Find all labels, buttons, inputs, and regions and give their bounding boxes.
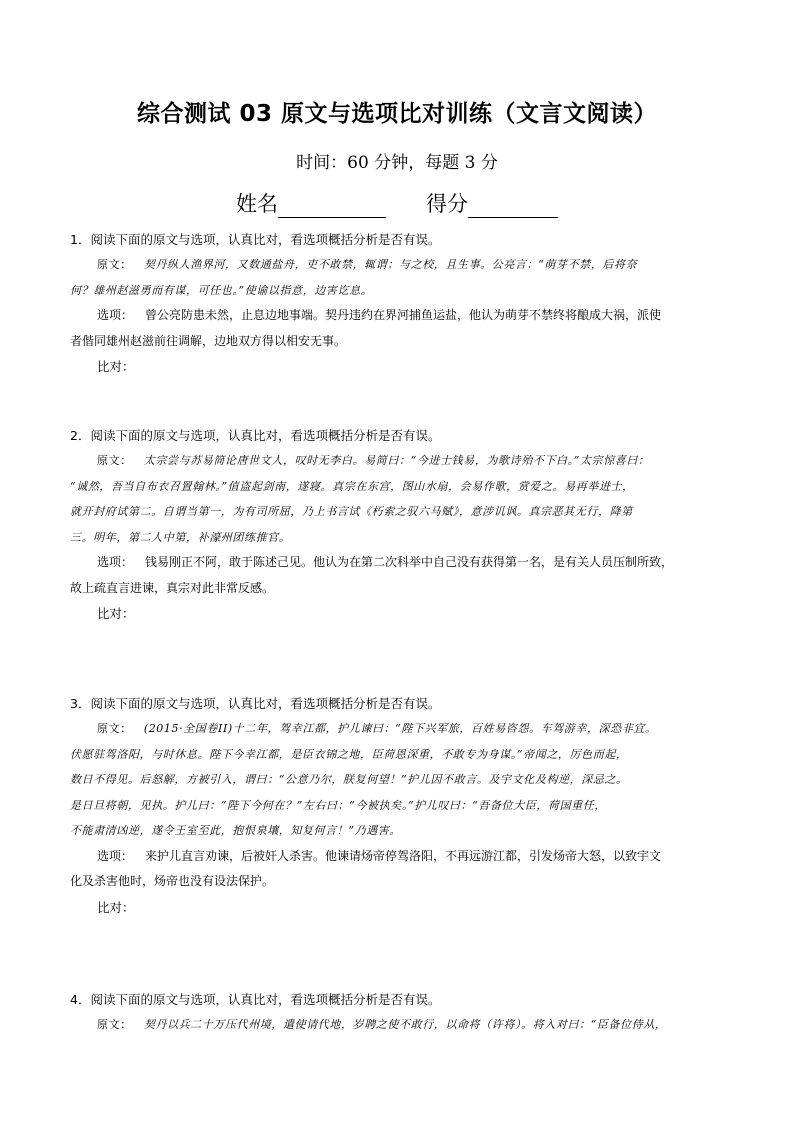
compare-field[interactable]: 比对： xyxy=(97,606,135,621)
question-1 xyxy=(70,228,730,380)
option-label: 选项： xyxy=(97,848,134,863)
original-label: 原文： xyxy=(97,454,132,467)
question-prompt: 1．阅读下面的原文与选项，认真比对，看选项概括分析是否有误。 xyxy=(70,232,441,247)
option-text: 选项： 曾公亮防患未然，止息边地事端。契丹违约在界河捕鱼运盐，他认为萌芽不禁终将酿成大祸，派使 者偕同雄州赵滋前往调解，边地双方得以相安无事。 xyxy=(70,308,662,348)
time-info: 时间：60 分钟，每题 3 分 xyxy=(296,153,498,173)
original-label: 原文： xyxy=(97,258,132,271)
question-prompt: 4．阅读下面的原文与选项，认真比对，看选项概括分析是否有误。 xyxy=(70,992,441,1007)
name-blank[interactable] xyxy=(278,195,386,218)
original-text: 原文： 太宗尝与苏易简论唐世文人，叹时无李白。易简曰：“今进士钱易，为歌诗殆不下白。”太宗惊喜曰： “诚然，吾当自布衣召置翰林。”值盗起剑南，遂寝。真宗在东宫，图山水扇，会易作歌，赏爱之。易再举进士， 就开封府试第二。自谓当第一，为有司所屈，乃上书言试《朽索之驭六马赋》，意涉讥讽。真宗恶其无行，降第 三。明年，第二人中第，补濠州团练推官。 xyxy=(70,454,650,544)
option-text: 选项： 来护儿直言劝谏，后被奸人杀害。他谏请炀帝停驾洛阳，不再远游江都，引发炀帝大怒，以致宇文 化及杀害他时，炀帝也没有设法保护。 xyxy=(70,848,662,888)
question-4 xyxy=(70,988,730,1038)
option-text: 选项： 钱易刚正不阿，敢于陈述己见。他认为在第二次科举中自己没有获得第一名，是有关人员压制所致， 故上疏直言进谏，真宗对此非常反感。 xyxy=(70,555,674,595)
question-prompt: 2．阅读下面的原文与选项，认真比对，看选项概括分析是否有误。 xyxy=(70,428,441,443)
question-2 xyxy=(70,424,730,627)
question-3 xyxy=(70,692,730,921)
compare-field[interactable]: 比对： xyxy=(97,899,135,915)
original-text: 原文： 契丹纵人渔界河，又数通盐舟，吏不敢禁，辄谓：与之校，且生事。公亮言：“萌芽不禁，后将奈 何？雄州赵滋勇而有谋，可任也。”使谕以指意，边害讫息。 xyxy=(70,258,638,297)
option-label: 选项： xyxy=(97,555,134,569)
original-text: 原文： 契丹以兵二十万压代州境，遣使请代地，岁聘之使不敢行，以命将（许将）。将入对曰：“臣备位侍从， xyxy=(97,1018,667,1031)
compare-field[interactable]: 比对： xyxy=(97,359,135,374)
original-label: 原文： xyxy=(97,1018,132,1031)
question-prompt: 3．阅读下面的原文与选项，认真比对，看选项概括分析是否有误。 xyxy=(70,696,441,711)
name-score-line xyxy=(0,188,794,218)
original-label: 原文： xyxy=(97,722,132,735)
name-label: 姓名 xyxy=(236,192,278,216)
score-blank[interactable] xyxy=(468,195,558,218)
original-text: 原文： (2015·全国卷II)十二年，驾幸江都，护儿谏曰：“陛下兴军旅，百姓易咨怨。车驾游幸，深恐非宜。 伏愿驻驾洛阳，与时休息。陛下今幸江都，是臣衣锦之地，臣荷恩深重，不敢专为身谋。”帝闻之，厉色而起， 数日不得见。后怒解，方被引入，谓曰：“公意乃尔，朕复何望！”护儿因不敢言。及宇文化及构逆，深忌之。 是日旦将朝，见执。护儿曰：“陛下今何在？”左右曰：“今被执矣。”护儿叹曰：“吾备位大臣，荷国重任， 不能肃清凶逆，遂令王室至此，抱恨泉壤，知复何言！”乃遇害。 xyxy=(70,722,657,837)
score-label: 得分 xyxy=(426,192,468,216)
option-label: 选项： xyxy=(97,308,134,322)
page-title: 综合测试 03 原文与选项比对训练（文言文阅读） xyxy=(136,101,658,127)
